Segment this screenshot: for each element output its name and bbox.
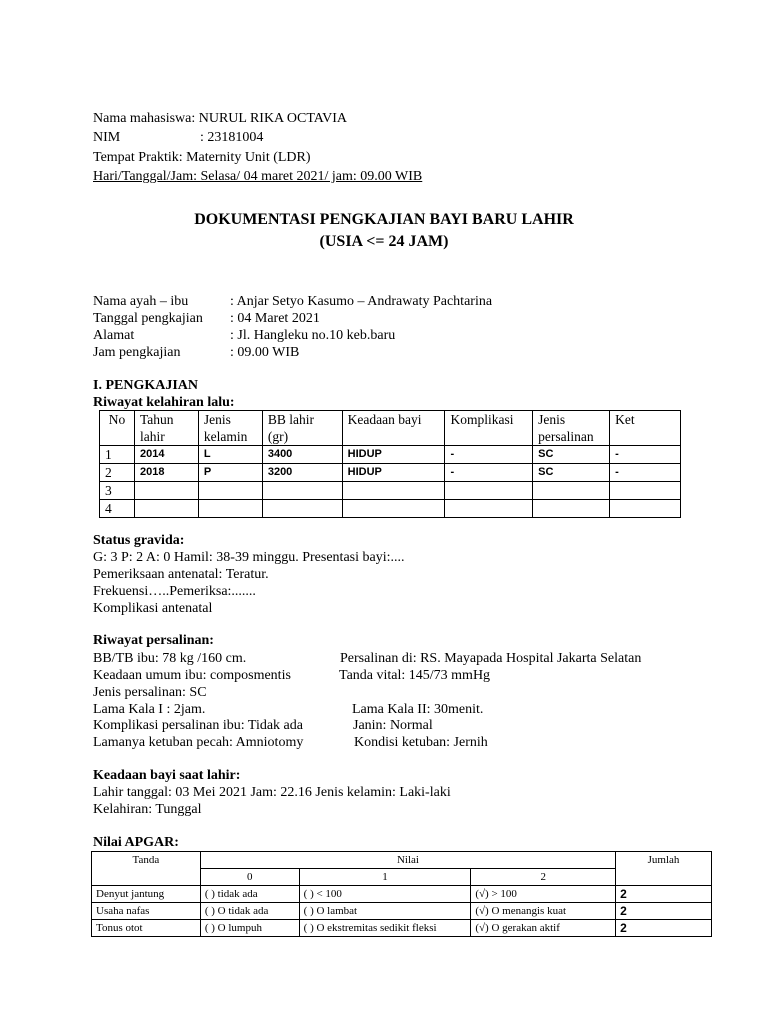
document-title-line2: (USIA <= 24 JAM) — [319, 233, 449, 250]
delivery-right-6: Kondisi ketuban: Jernih — [354, 735, 488, 750]
cell-delivery-type: SC — [533, 446, 610, 464]
cell-empty — [134, 482, 198, 500]
apgar-option-0: ( ) O lumpuh — [200, 920, 299, 937]
identity-value-date: : 04 Maret 2021 — [230, 311, 320, 326]
identity-label-time: Jam pengkajian — [93, 345, 181, 360]
apgar-option-1: ( ) O ekstremitas sedikit fleksi — [299, 920, 471, 937]
apgar-nilai-1: 1 — [299, 869, 471, 886]
table-header-row — [100, 411, 681, 446]
cell-empty — [198, 500, 262, 518]
cell-empty — [342, 500, 445, 518]
heading-baby-condition: Keadaan bayi saat lahir: — [93, 768, 241, 783]
birth-type-line: Kelahiran: Tunggal — [93, 802, 202, 817]
birth-history-table — [99, 410, 681, 518]
identity-value-time: : 09.00 WIB — [230, 345, 300, 360]
apgar-nilai-0: 0 — [200, 869, 299, 886]
apgar-option-2: (√) > 100 — [471, 886, 616, 903]
apgar-sign: Tonus otot — [92, 920, 201, 937]
apgar-option-0: ( ) tidak ada — [200, 886, 299, 903]
header-sex: Jenis kelamin — [198, 411, 262, 446]
antenatal-complication-line: Komplikasi antenatal — [93, 601, 213, 616]
cell-empty — [533, 482, 610, 500]
delivery-right-2: Tanda vital: 145/73 mmHg — [339, 668, 491, 683]
cell-no: 3 — [100, 482, 135, 500]
cell-year: 2018 — [134, 464, 198, 482]
identity-label-address: Alamat — [93, 328, 135, 343]
apgar-header-row — [92, 852, 712, 869]
cell-empty — [198, 482, 262, 500]
cell-condition: HIDUP — [342, 446, 445, 464]
delivery-left-3: Jenis persalinan: SC — [93, 685, 207, 700]
cell-no: 4 — [100, 500, 135, 518]
header-no: No — [100, 411, 135, 446]
cell-empty — [445, 482, 533, 500]
table-row — [100, 482, 681, 500]
table-row — [92, 903, 712, 920]
table-row — [92, 886, 712, 903]
cell-sex: L — [198, 446, 262, 464]
delivery-left-2: Keadaan umum ibu: composmentis — [93, 668, 291, 683]
nim-value: : 23181004 — [200, 130, 264, 145]
apgar-nilai-2: 2 — [471, 869, 616, 886]
birth-date-line: Lahir tanggal: 03 Mei 2021 Jam: 22.16 Jenis kelamin: Laki-laki — [93, 785, 451, 800]
delivery-left-1: BB/TB ibu: 78 kg /160 cm. — [93, 651, 247, 666]
delivery-right-5: Janin: Normal — [353, 718, 433, 733]
identity-label-date: Tanggal pengkajian — [93, 311, 203, 326]
heading-apgar: Nilai APGAR: — [93, 835, 179, 850]
cell-no: 2 — [100, 464, 135, 482]
delivery-right-4: Lama Kala II: 30menit. — [352, 702, 484, 717]
header-note: Ket — [610, 411, 681, 446]
student-name: Nama mahasiswa: NURUL RIKA OCTAVIA — [93, 111, 347, 126]
delivery-left-6: Lamanya ketuban pecah: Amniotomy — [93, 735, 304, 750]
apgar-option-0: ( ) O tidak ada — [200, 903, 299, 920]
cell-complication: - — [445, 464, 533, 482]
header-baby-condition: Keadaan bayi — [342, 411, 445, 446]
subheading-birth-history: Riwayat kelahiran lalu: — [93, 395, 235, 410]
delivery-left-5: Komplikasi persalinan ibu: Tidak ada — [93, 718, 303, 733]
cell-sex: P — [198, 464, 262, 482]
apgar-option-1: ( ) < 100 — [299, 886, 471, 903]
apgar-table — [91, 851, 712, 937]
cell-note: - — [610, 446, 681, 464]
gravida-line: G: 3 P: 2 A: 0 Hamil: 38-39 minggu. Presentasi bayi:.... — [93, 550, 405, 565]
cell-empty — [610, 482, 681, 500]
date-time: Hari/Tanggal/Jam: Selasa/ 04 maret 2021/ jam: 09.00 WIB — [93, 169, 423, 184]
cell-empty — [445, 500, 533, 518]
apgar-score: 2 — [616, 886, 712, 903]
cell-year: 2014 — [134, 446, 198, 464]
cell-weight: 3400 — [262, 446, 342, 464]
table-row — [100, 446, 681, 464]
cell-empty — [342, 482, 445, 500]
header-delivery-type: Jenis persalinan — [533, 411, 610, 446]
cell-weight: 3200 — [262, 464, 342, 482]
apgar-header-tanda: Tanda — [92, 852, 201, 886]
apgar-option-2: (√) O gerakan aktif — [471, 920, 616, 937]
apgar-option-1: ( ) O lambat — [299, 903, 471, 920]
practice-place: Tempat Praktik: Maternity Unit (LDR) — [93, 150, 311, 165]
document-title-line1: DOKUMENTASI PENGKAJIAN BAYI BARU LAHIR — [194, 211, 574, 228]
section-heading-pengkajian: I. PENGKAJIAN — [93, 378, 199, 393]
apgar-score: 2 — [616, 903, 712, 920]
cell-no: 1 — [100, 446, 135, 464]
identity-value-father-mother: : Anjar Setyo Kasumo – Andrawaty Pachtarina — [230, 294, 493, 309]
cell-empty — [610, 500, 681, 518]
header-complication: Komplikasi — [445, 411, 533, 446]
cell-note: - — [610, 464, 681, 482]
apgar-sign: Denyut jantung — [92, 886, 201, 903]
header-birth-weight: BB lahir (gr) — [262, 411, 342, 446]
table-row — [100, 500, 681, 518]
delivery-left-4: Lama Kala I : 2jam. — [93, 702, 206, 717]
apgar-sign: Usaha nafas — [92, 903, 201, 920]
cell-empty — [134, 500, 198, 518]
cell-empty — [262, 500, 342, 518]
cell-complication: - — [445, 446, 533, 464]
apgar-option-2: (√) O menangis kuat — [471, 903, 616, 920]
delivery-right-1: Persalinan di: RS. Mayapada Hospital Jakarta Selatan — [340, 651, 642, 666]
frequency-line: Frekuensi…..Pemeriksa:....... — [93, 584, 256, 599]
cell-condition: HIDUP — [342, 464, 445, 482]
apgar-header-nilai: Nilai — [200, 852, 615, 869]
table-row — [100, 464, 681, 482]
apgar-score: 2 — [616, 920, 712, 937]
cell-empty — [262, 482, 342, 500]
identity-label-father-mother: Nama ayah – ibu — [93, 294, 189, 309]
heading-delivery-history: Riwayat persalinan: — [93, 633, 214, 648]
nim-label: NIM — [93, 130, 121, 145]
table-row — [92, 920, 712, 937]
antenatal-exam-line: Pemeriksaan antenatal: Teratur. — [93, 567, 269, 582]
apgar-header-jumlah: Jumlah — [616, 852, 712, 886]
cell-empty — [533, 500, 610, 518]
heading-status-gravida: Status gravida: — [93, 533, 185, 548]
identity-value-address: : Jl. Hangleku no.10 keb.baru — [230, 328, 396, 343]
header-year: Tahun lahir — [134, 411, 198, 446]
cell-delivery-type: SC — [533, 464, 610, 482]
